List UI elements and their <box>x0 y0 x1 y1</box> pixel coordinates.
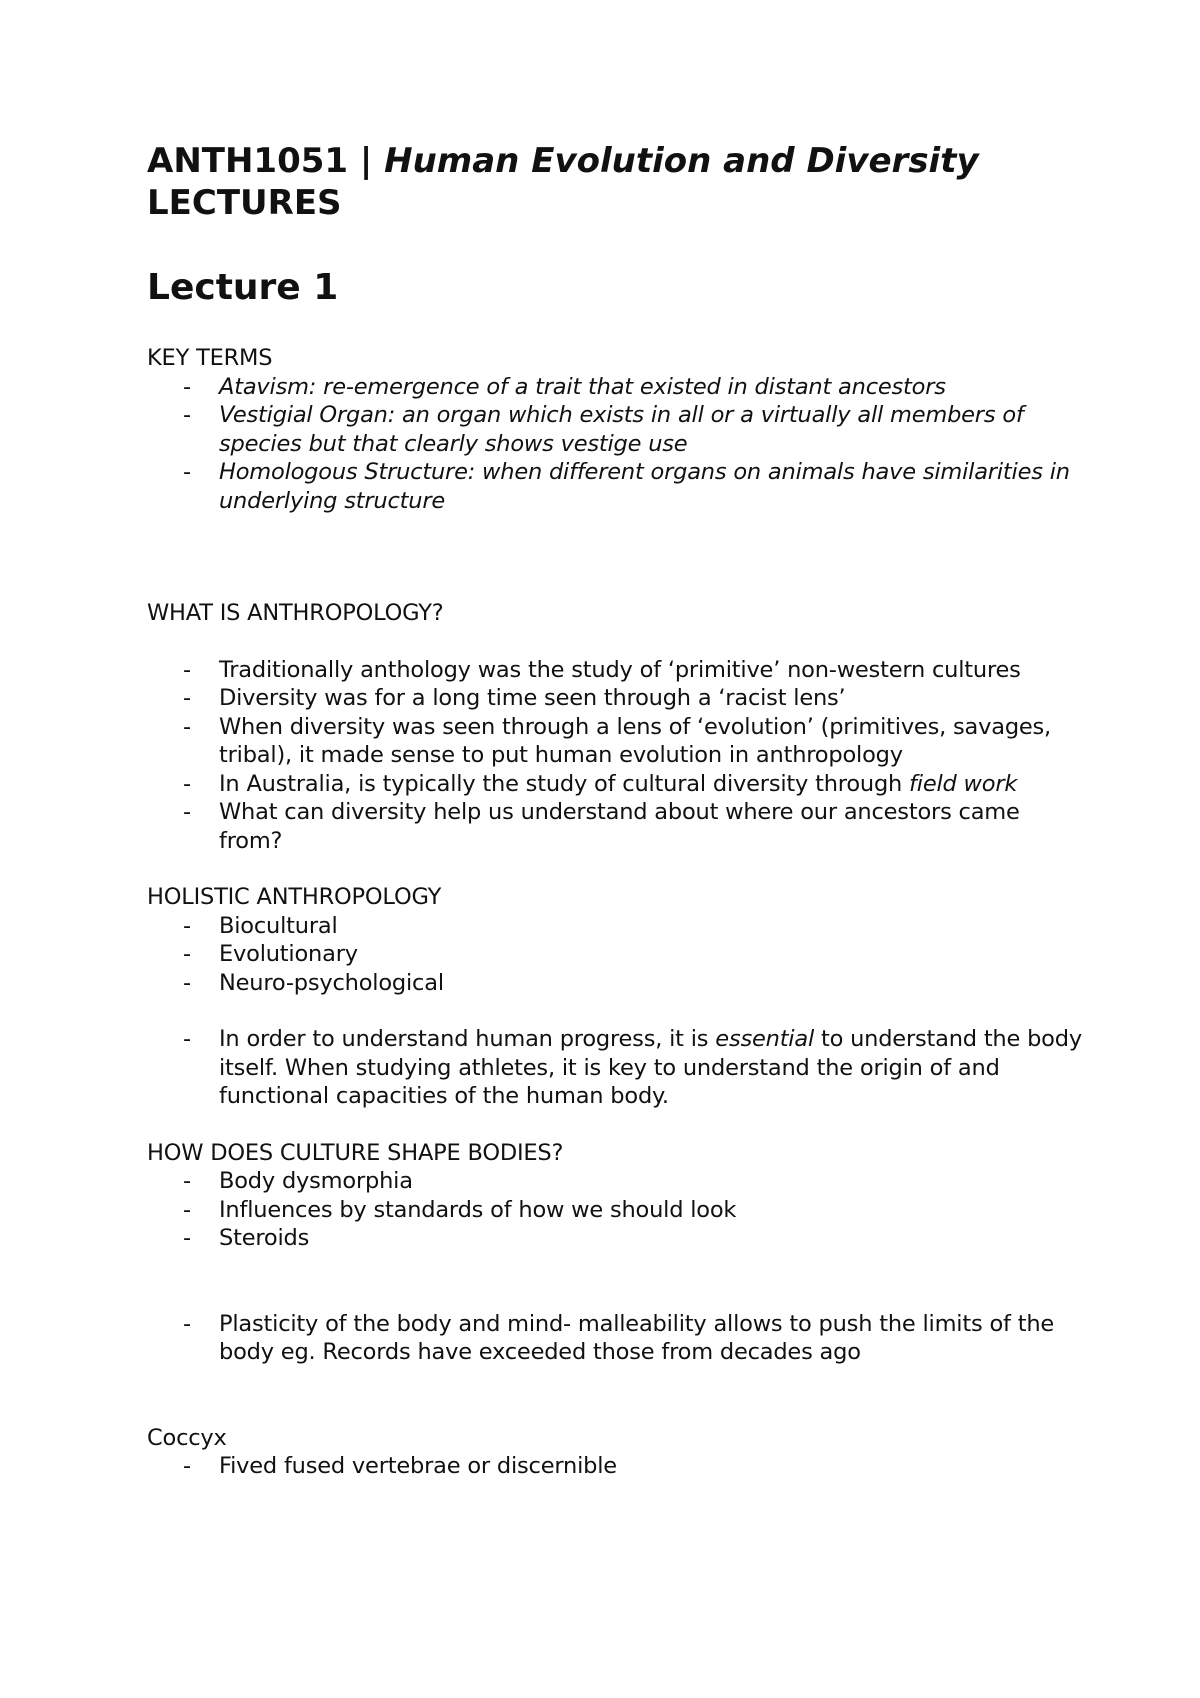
list-item: - Biocultural <box>183 912 338 939</box>
dash-bullet: - <box>183 1453 191 1479</box>
dash-bullet: - <box>183 1196 191 1223</box>
list-item: - Traditionally anthology was the study of ‘primitive’ non-western cultures <box>183 656 1021 683</box>
list-item: - Diversity was for a long time seen through a ‘racist lens’ <box>183 685 846 711</box>
holistic-anthropology-list <box>147 912 1087 998</box>
dash-bullet: - <box>183 685 191 711</box>
dash-bullet: - <box>183 1168 191 1194</box>
dash-bullet: - <box>183 799 191 825</box>
section-heading-culture-shape-bodies: HOW DOES CULTURE SHAPE BODIES? <box>147 1139 564 1166</box>
title-subheading: LECTURES <box>147 183 342 223</box>
section-heading-coccyx: Coccyx <box>147 1424 227 1451</box>
course-code: ANTH1051 | <box>147 141 385 181</box>
list-item: - Neuro-psychological <box>183 969 444 996</box>
culture-extra-list <box>147 1310 1087 1367</box>
list-item: - Atavism: re-emergence of a trait that existed in distant ancestors <box>183 373 946 400</box>
list-item: - Influences by standards of how we should look <box>183 1196 737 1223</box>
list-item: - Plasticity of the body and mind- malleability allows to push the limits of the body eg. Records have exceeded those from decades ago <box>183 1310 1055 1365</box>
section-heading-what-is-anthropology: WHAT IS ANTHROPOLOGY? <box>147 600 444 626</box>
document-page <box>147 140 1087 1481</box>
emphasis-text: essential <box>715 1026 814 1052</box>
what-is-anthropology-list <box>147 656 1087 856</box>
course-name: Human Evolution and Diversity <box>384 141 979 181</box>
list-item: - Homologous Structure: when different organs on animals have similarities in underlying structure <box>183 459 1070 514</box>
list-item: - What can diversity help us understand about where our ancestors came from? <box>183 799 1020 854</box>
dash-bullet: - <box>183 941 191 967</box>
document-title <box>147 140 1087 224</box>
list-item: - Vestigial Organ: an organ which exists in all or a virtually all members of species but that clearly shows vestige use <box>183 402 1024 457</box>
key-terms-list <box>147 373 1087 516</box>
dash-bullet: - <box>183 1310 191 1337</box>
section-heading-holistic-anthropology: HOLISTIC ANTHROPOLOGY <box>147 884 442 910</box>
dash-bullet: - <box>183 770 191 797</box>
dash-bullet: - <box>183 373 191 400</box>
list-item: - Body dysmorphia <box>183 1168 413 1194</box>
dash-bullet: - <box>183 713 191 740</box>
coccyx-list <box>147 1452 1087 1481</box>
emphasis-text: field work <box>909 770 1018 797</box>
culture-shape-bodies-list <box>147 1167 1087 1253</box>
holistic-extra-list <box>147 1025 1087 1111</box>
list-item: - Steroids <box>183 1225 310 1251</box>
list-item: - In Australia, is typically the study of cultural diversity through field work <box>183 770 1018 797</box>
dash-bullet: - <box>183 1026 191 1052</box>
dash-bullet: - <box>183 912 191 939</box>
dash-bullet: - <box>183 656 191 683</box>
list-item: - When diversity was seen through a lens of ‘evolution’ (primitives, savages, tribal), it made sense to put human evolution in anthropology <box>183 713 1052 768</box>
lecture-heading: Lecture 1 <box>147 267 339 308</box>
dash-bullet: - <box>183 969 191 996</box>
list-item: - Evolutionary <box>183 941 358 967</box>
dash-bullet: - <box>183 402 191 428</box>
dash-bullet: - <box>183 459 191 485</box>
section-heading-key-terms: KEY TERMS <box>147 345 273 371</box>
dash-bullet: - <box>183 1225 191 1251</box>
list-item: - In order to understand human progress, it is essential to understand the body itself. When studying athletes, it is key to understand the origin of and functional capacities of the human body. <box>183 1026 1082 1109</box>
list-item: - Fived fused vertebrae or discernible <box>183 1453 617 1479</box>
